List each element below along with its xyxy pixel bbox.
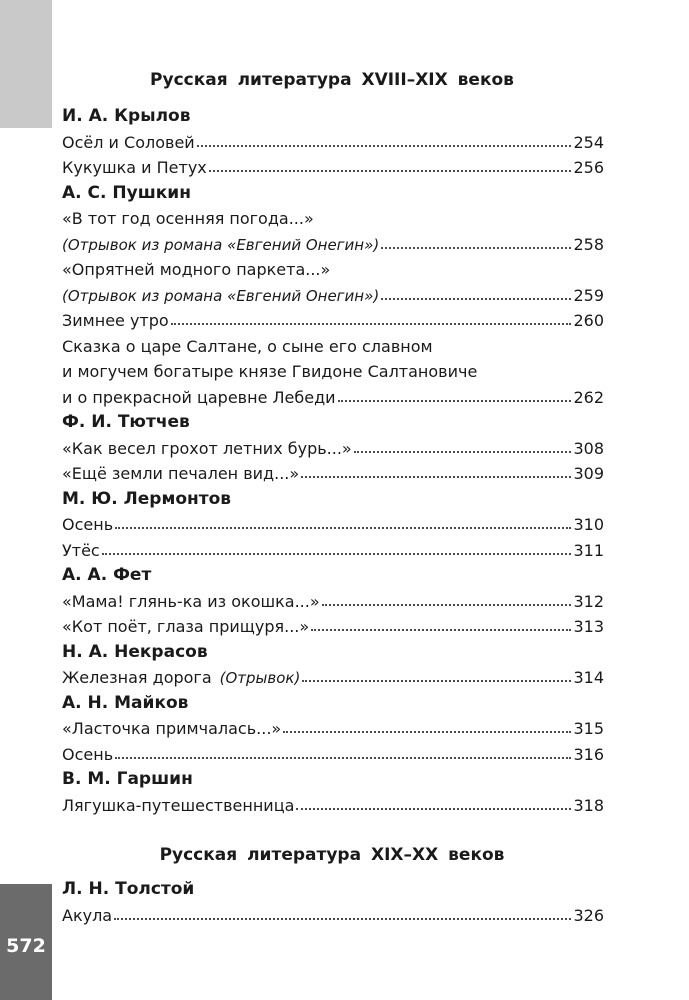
entry-text: Л. Н. Толстой: [62, 879, 195, 899]
entry-text: А. С. Пушкин: [62, 182, 191, 203]
entry-text: и о прекрасной царевне Лебеди: [62, 387, 336, 407]
dot-leader: [209, 170, 572, 172]
toc-entry: [62, 661, 604, 687]
page-ref: 308: [573, 438, 604, 458]
dot-leader: [197, 145, 572, 147]
author-heading: [62, 559, 604, 585]
entry-text: и могучем богатыре князе Гвидоне Салтановиче: [62, 362, 478, 381]
entry-text: Акула: [62, 905, 113, 925]
dot-leader: [296, 808, 571, 810]
dot-leader: [283, 731, 571, 733]
page-ref: 254: [573, 132, 604, 152]
page-ref: 316: [573, 744, 604, 764]
page-ref: 326: [573, 905, 604, 925]
entry-text: «В тот год осенняя погода...»: [62, 209, 314, 228]
entry-text: Утёс: [62, 540, 100, 560]
toc-entry: [62, 789, 604, 815]
toc-entry: [62, 899, 604, 925]
section-title: Русская литература XVIII–XIX веков: [150, 70, 514, 90]
dot-leader: [114, 918, 571, 920]
author-heading: [62, 177, 604, 203]
toc-entry: [62, 738, 604, 764]
entry-title-line: [62, 253, 604, 279]
entry-text: Зимнее утро: [62, 311, 169, 330]
entry-text: Н. А. Некрасов: [62, 641, 208, 662]
page-ref: 313: [573, 617, 604, 636]
entry-text: А. А. Фет: [62, 565, 152, 585]
entry-text: Кукушка и Петух: [62, 158, 207, 177]
entry-text: «Кот поёт, глаза прищуря...»: [62, 617, 310, 636]
entry-text: (Отрывок из романа «Евгений Онегин»): [62, 286, 380, 305]
toc-entry: [62, 432, 604, 458]
page-number: 572: [6, 935, 46, 957]
page-ref: 318: [573, 795, 604, 815]
toc-entry: [62, 279, 604, 305]
dot-leader: [171, 323, 572, 325]
toc-entry: [62, 228, 604, 254]
dot-leader: [115, 527, 571, 529]
page-ref: 312: [573, 591, 604, 611]
dot-leader: [322, 604, 572, 606]
entry-text: (Отрывок из романа «Евгений Онегин»): [62, 235, 380, 254]
toc-entry: [62, 381, 604, 407]
page-ref: 311: [573, 540, 604, 560]
author-heading: [62, 100, 604, 126]
entry-text: «Как весел грохот летних бурь...»: [62, 438, 352, 458]
entry-text: А. Н. Майков: [62, 692, 189, 713]
page-ref: 314: [573, 668, 604, 687]
dot-leader: [301, 476, 571, 478]
dot-leader: [311, 629, 571, 631]
entry-text: Сказка о царе Салтане, о сыне его славном: [62, 336, 433, 356]
entry-text: «Опрятней модного паркета...»: [62, 260, 331, 279]
page-ref: 256: [573, 158, 604, 177]
entry-title-line: [62, 355, 604, 381]
toc-entry: [62, 304, 604, 330]
toc-entry: [62, 151, 604, 177]
entry-text: И. А. Крылов: [62, 106, 191, 126]
entry-text: Ф. И. Тютчев: [62, 412, 190, 432]
author-heading: [62, 636, 604, 662]
entry-text: Осень: [62, 744, 114, 764]
entry-text: Осёл и Соловей: [62, 132, 195, 152]
entry-text: «Мама! глянь-ка из окошка...»: [62, 591, 320, 611]
author-heading: [62, 873, 604, 899]
entry-title-line: [62, 330, 604, 356]
entry-text: «Ласточка примчалась...»: [62, 719, 282, 738]
toc-entry: [62, 610, 604, 636]
toc-entry: [62, 508, 604, 534]
toc-entry: [62, 585, 604, 611]
author-heading: [62, 763, 604, 789]
entry-text: М. Ю. Лермонтов: [62, 488, 232, 509]
dot-leader: [354, 451, 572, 453]
page-ref: 309: [573, 464, 604, 483]
toc-entry: [62, 126, 604, 152]
toc-entry: [62, 712, 604, 738]
dot-leader: [102, 553, 572, 555]
entry-subtext: (Отрывок): [219, 669, 301, 687]
dot-leader: [381, 298, 571, 300]
page-ref: 260: [573, 311, 604, 330]
dot-leader: [338, 400, 572, 402]
entry-text: Железная дорога: [62, 668, 212, 687]
entry-text: «Ещё земли печален вид...»: [62, 464, 300, 483]
page-ref: 258: [573, 234, 604, 254]
page-ref: 310: [573, 515, 604, 534]
author-heading: [62, 406, 604, 432]
page-ref: 262: [573, 387, 604, 407]
page-edge-tab-top: [0, 0, 52, 128]
entry-title-line: [62, 202, 604, 228]
entry-text: В. М. Гаршин: [62, 769, 193, 789]
entry-text: Осень: [62, 515, 114, 534]
dot-leader: [381, 247, 571, 249]
dot-leader: [115, 757, 571, 759]
entry-text: Лягушка-путешественница: [62, 795, 295, 815]
section-title: Русская литература XIX–XX веков: [159, 845, 505, 865]
dot-leader: [302, 680, 571, 682]
toc-entry: [62, 457, 604, 483]
author-heading: [62, 687, 604, 713]
page-ref: 315: [573, 719, 604, 738]
toc-entry: [62, 534, 604, 560]
page-ref: 259: [573, 285, 604, 305]
author-heading: [62, 483, 604, 509]
